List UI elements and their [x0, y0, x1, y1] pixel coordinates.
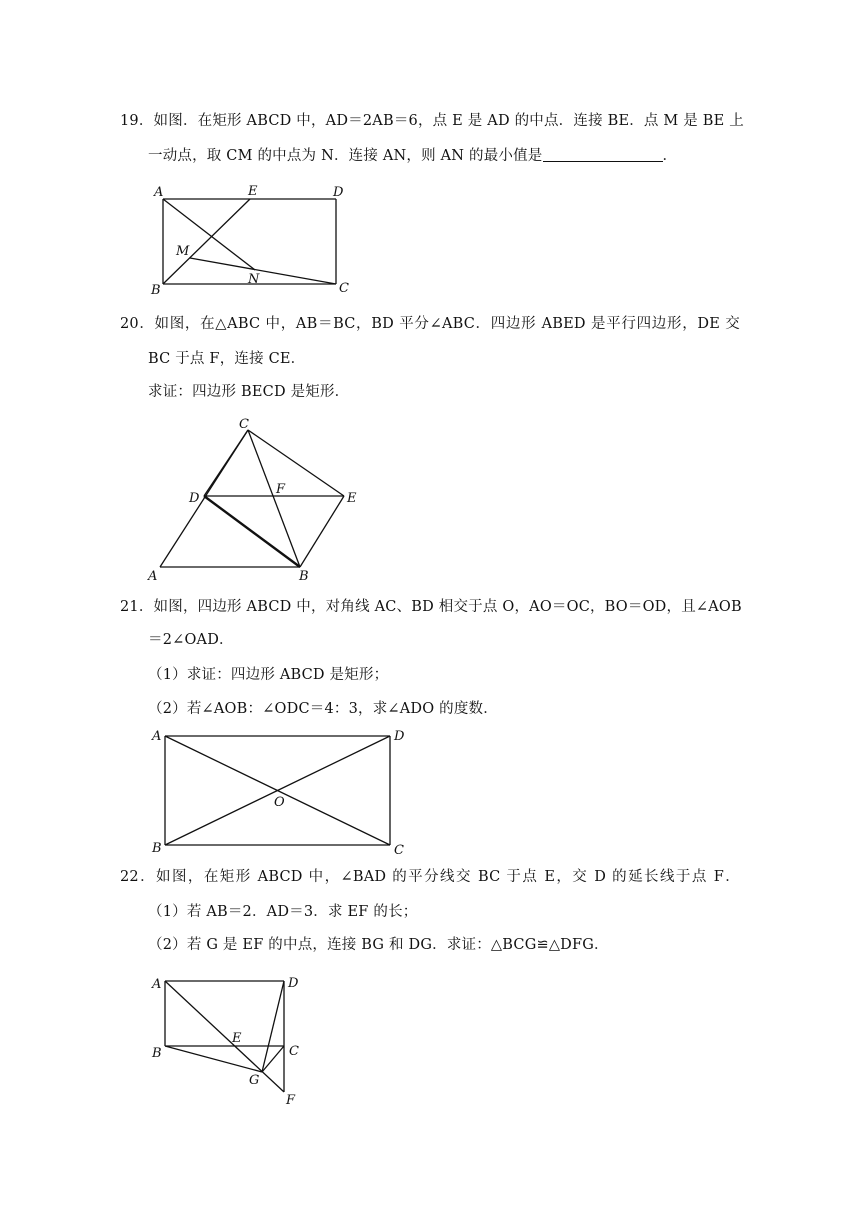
- q20-label-A: A: [148, 569, 158, 584]
- q22-part1: （1）若 AB＝2．AD＝3．求 EF 的长；: [148, 904, 418, 920]
- q22-label-C: C: [289, 1044, 299, 1059]
- q19-label-M: M: [176, 244, 190, 259]
- q22-label-D: D: [288, 976, 299, 991]
- q20-label-F: F: [276, 482, 286, 497]
- q19-label-N: N: [248, 272, 260, 287]
- q19-label-A: A: [154, 185, 164, 200]
- q22-label-B: B: [152, 1046, 162, 1061]
- q21-part2: （2）若∠AOB：∠ODC＝4：3，求∠ADO 的度数．: [148, 701, 498, 717]
- q19-label-B: B: [151, 283, 161, 298]
- q19-label-C: C: [339, 281, 349, 296]
- q21-part1: （1）求证：四边形 ABCD 是矩形；: [148, 667, 389, 683]
- q21-label-D: D: [394, 729, 405, 744]
- q21-text-line1: 21．如图，四边形 ABCD 中，对角线 AC、BD 相交于点 O，AO＝OC，BO＝OD，且∠AOB: [120, 599, 742, 615]
- q21-label-O: O: [274, 795, 285, 810]
- q20-text-line2: BC 于点 F，连接 CE．: [148, 351, 306, 367]
- q19-text-line1: 19．如图．在矩形 ABCD 中，AD＝2AB＝6，点 E 是 AD 的中点．连接 BE．点 M 是 BE 上: [120, 113, 744, 129]
- q21-text-line2: ＝2∠OAD．: [148, 632, 234, 648]
- q19-text-line2-main: 一动点，取 CM 的中点为 N．连接 AN，则 AN 的最小值是: [148, 148, 543, 164]
- q20-label-C: C: [239, 417, 249, 432]
- q20-label-E: E: [347, 491, 357, 506]
- q20-label-D: D: [189, 491, 200, 506]
- q20-text-line3: 求证：四边形 BECD 是矩形．: [148, 384, 350, 400]
- q20-text-line1: 20．如图，在△ABC 中，AB＝BC，BD 平分∠ABC．四边形 ABED 是平行四边形，DE 交: [120, 316, 740, 332]
- q21-label-C: C: [394, 843, 404, 858]
- q22-label-G: G: [249, 1073, 260, 1088]
- q22-segment: [165, 1046, 262, 1072]
- q22-label-E: E: [232, 1031, 242, 1046]
- q20-label-B: B: [299, 569, 309, 584]
- q22-text-line1: 22．如图，在矩形 ABCD 中，∠BAD 的平分线交 BC 于点 E，交 D 的延长线于点 F．: [120, 869, 740, 885]
- q22-label-A: A: [152, 977, 162, 992]
- q22-label-F: F: [286, 1093, 296, 1108]
- q21-label-A: A: [152, 729, 162, 744]
- q21-label-B: B: [152, 841, 162, 856]
- q19-label-E: E: [248, 184, 258, 199]
- q22-segment: [165, 981, 284, 1092]
- q19-label-D: D: [333, 185, 344, 200]
- q19-text-line2-end: ．: [662, 148, 678, 164]
- q22-part2: （2）若 G 是 EF 的中点，连接 BG 和 DG．求证：△BCG≌△DFG．: [148, 937, 609, 953]
